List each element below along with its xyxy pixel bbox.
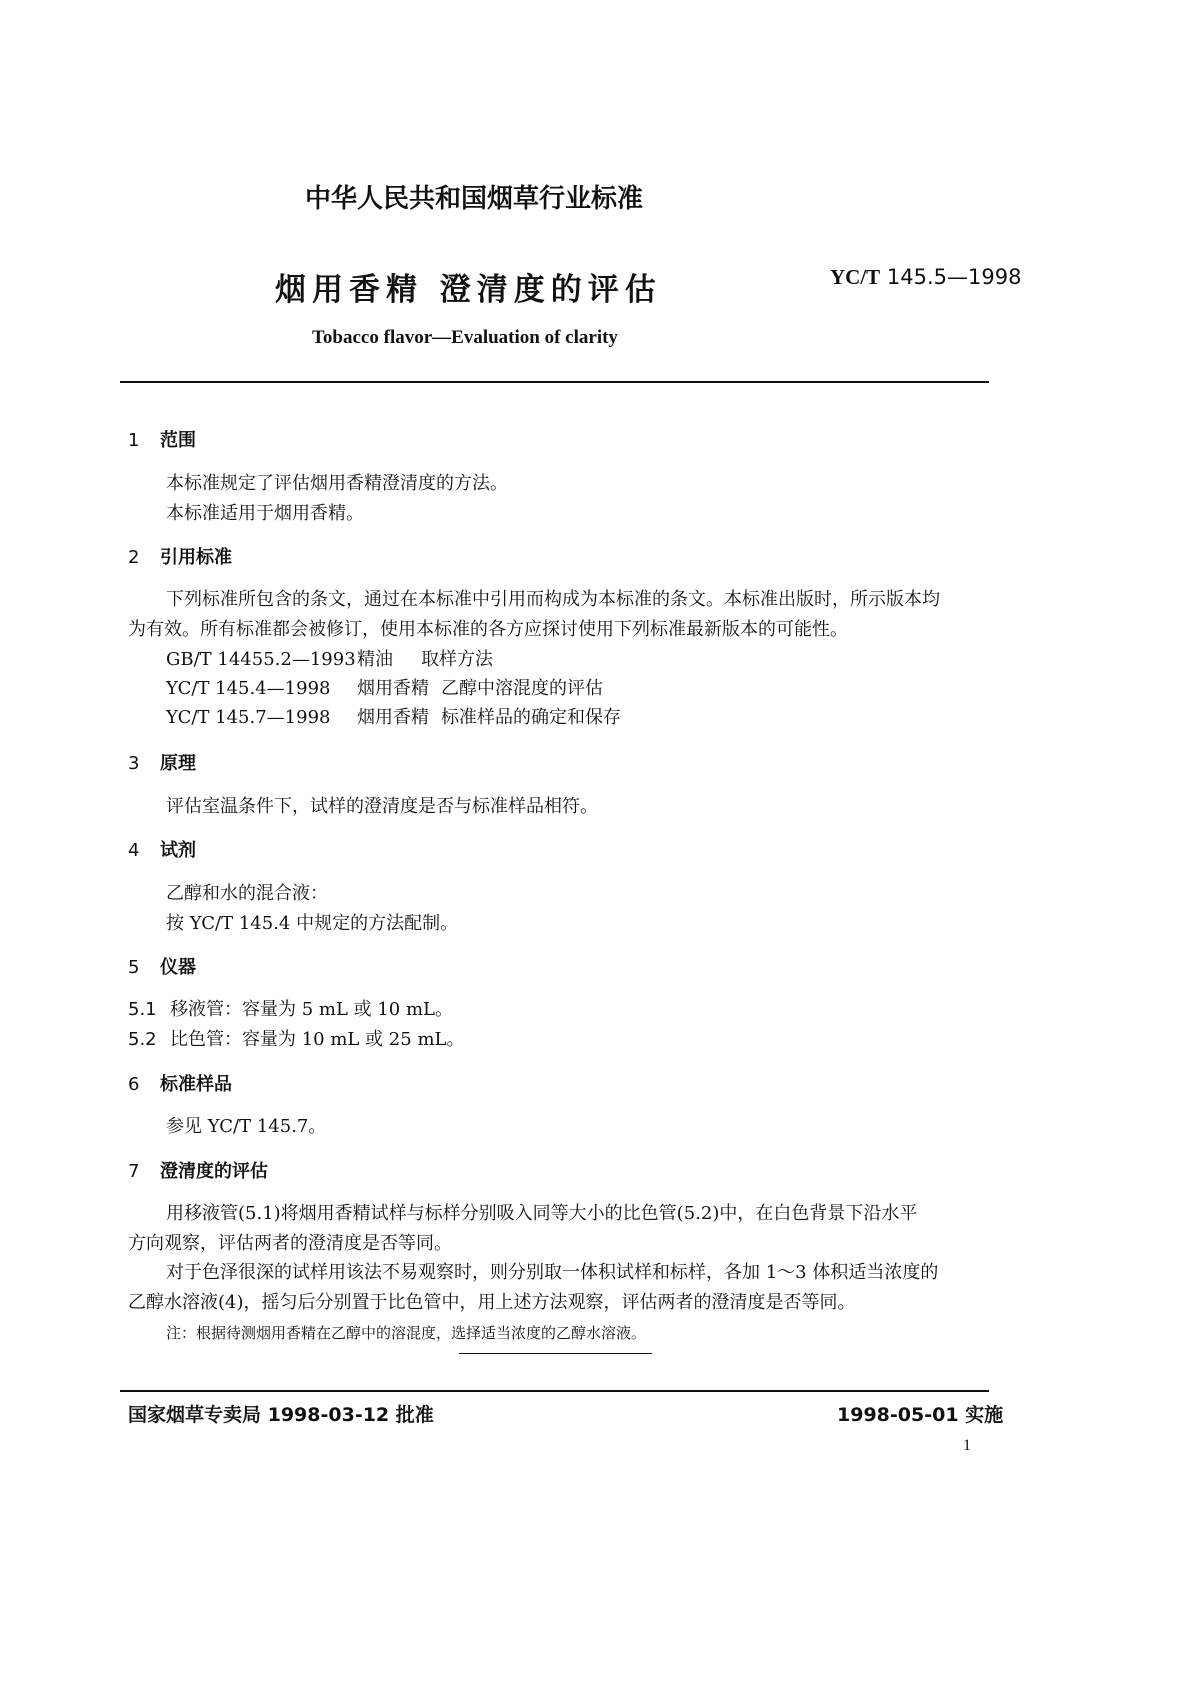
section-2-paragraph: 为有效。所有标准都会被修订，使用本标准的各方应探讨使用下列标准最新版本的可能性。 — [128, 619, 848, 640]
section-7-paragraph: 用移液管(5.1)将烟用香精试样与标样分别吸入同等大小的比色管(5.2)中，在白色背景下沿水平 — [166, 1203, 918, 1224]
section-1-paragraph: 本标准规定了评估烟用香精澄清度的方法。 — [166, 473, 508, 494]
reference-item — [166, 703, 621, 729]
section-number: 6 — [128, 1074, 140, 1095]
section-7-paragraph: 对于色泽很深的试样用该法不易观察时，则分别取一体积试样和标样，各加 1～3 体积适当浓度的 — [166, 1262, 939, 1283]
standard-org-title: 中华人民共和国烟草行业标准 — [305, 184, 644, 214]
section-4-paragraph: 乙醇和水的混合液： — [166, 883, 328, 904]
subsection-number: 5.1 — [128, 999, 157, 1020]
effective-date-line: 1998-05-01 实施 — [837, 1404, 1004, 1426]
section-title: 标准样品 — [160, 1074, 232, 1095]
section-number: 5 — [128, 957, 140, 978]
reference-part: 烟用香精 — [357, 707, 429, 728]
reference-code: GB/T 14455.2—1993 — [166, 649, 356, 670]
section-2-heading — [128, 543, 232, 569]
document-title: 烟用香精 澄清度的评估 — [275, 272, 662, 308]
section-4-heading — [128, 836, 196, 862]
reference-part: 标准样品的确定和保存 — [441, 707, 621, 728]
end-divider — [459, 1353, 652, 1354]
section-6-heading — [128, 1070, 232, 1096]
subsection-item — [128, 995, 453, 1021]
subsection-item — [128, 1025, 464, 1051]
section-3-heading — [128, 749, 196, 775]
reference-part: 烟用香精 — [357, 678, 429, 699]
section-7-heading — [128, 1157, 268, 1183]
section-4-paragraph: 按 YC/T 145.4 中规定的方法配制。 — [166, 913, 459, 934]
header-divider — [120, 381, 989, 383]
reference-part: 精油 — [357, 649, 393, 670]
section-number: 4 — [128, 840, 140, 861]
page-number: 1 — [963, 1437, 971, 1454]
section-6-paragraph: 参见 YC/T 145.7。 — [166, 1116, 327, 1137]
reference-item — [166, 674, 603, 700]
section-7-paragraph: 乙醇水溶液(4)，摇匀后分别置于比色管中，用上述方法观察，评估两者的澄清度是否等同。 — [128, 1292, 856, 1313]
reference-part: 乙醇中溶混度的评估 — [441, 678, 603, 699]
approval-line: 国家烟草专卖局 1998-03-12 批准 — [128, 1404, 434, 1426]
section-1-paragraph: 本标准适用于烟用香精。 — [166, 503, 364, 524]
reference-part: 取样方法 — [421, 649, 493, 670]
footer-divider — [120, 1390, 989, 1392]
section-title: 试剂 — [160, 840, 196, 861]
section-number: 7 — [128, 1161, 140, 1182]
section-title: 引用标准 — [160, 547, 232, 568]
section-number: 2 — [128, 547, 140, 568]
reference-code: YC/T 145.4—1998 — [166, 678, 331, 699]
section-2-paragraph: 下列标准所包含的条文，通过在本标准中引用而构成为本标准的条文。本标准出版时，所示版本均 — [166, 589, 940, 610]
section-title: 范围 — [160, 430, 196, 451]
code-number: 145.5—1998 — [886, 265, 1022, 289]
reference-item — [166, 645, 493, 671]
subsection-text: 移液管：容量为 5 mL 或 10 mL。 — [170, 999, 454, 1020]
section-5-heading — [128, 953, 196, 979]
document-code — [830, 265, 1021, 290]
section-number: 1 — [128, 430, 140, 451]
section-title: 原理 — [160, 753, 196, 774]
subsection-number: 5.2 — [128, 1029, 157, 1050]
section-7-paragraph: 方向观察，评估两者的澄清度是否等同。 — [128, 1233, 452, 1254]
section-1-heading — [128, 426, 196, 452]
section-number: 3 — [128, 753, 140, 774]
section-title: 仪器 — [160, 957, 196, 978]
code-prefix: YC/T — [830, 265, 881, 289]
english-title: Tobacco flavor—Evaluation of clarity — [312, 327, 618, 348]
section-7-note: 注：根据待测烟用香精在乙醇中的溶混度，选择适当浓度的乙醇水溶液。 — [166, 1324, 647, 1342]
section-3-paragraph: 评估室温条件下，试样的澄清度是否与标准样品相符。 — [166, 796, 598, 817]
subsection-text: 比色管：容量为 10 mL 或 25 mL。 — [170, 1029, 465, 1050]
section-title: 澄清度的评估 — [160, 1161, 268, 1182]
reference-code: YC/T 145.7—1998 — [166, 707, 331, 728]
